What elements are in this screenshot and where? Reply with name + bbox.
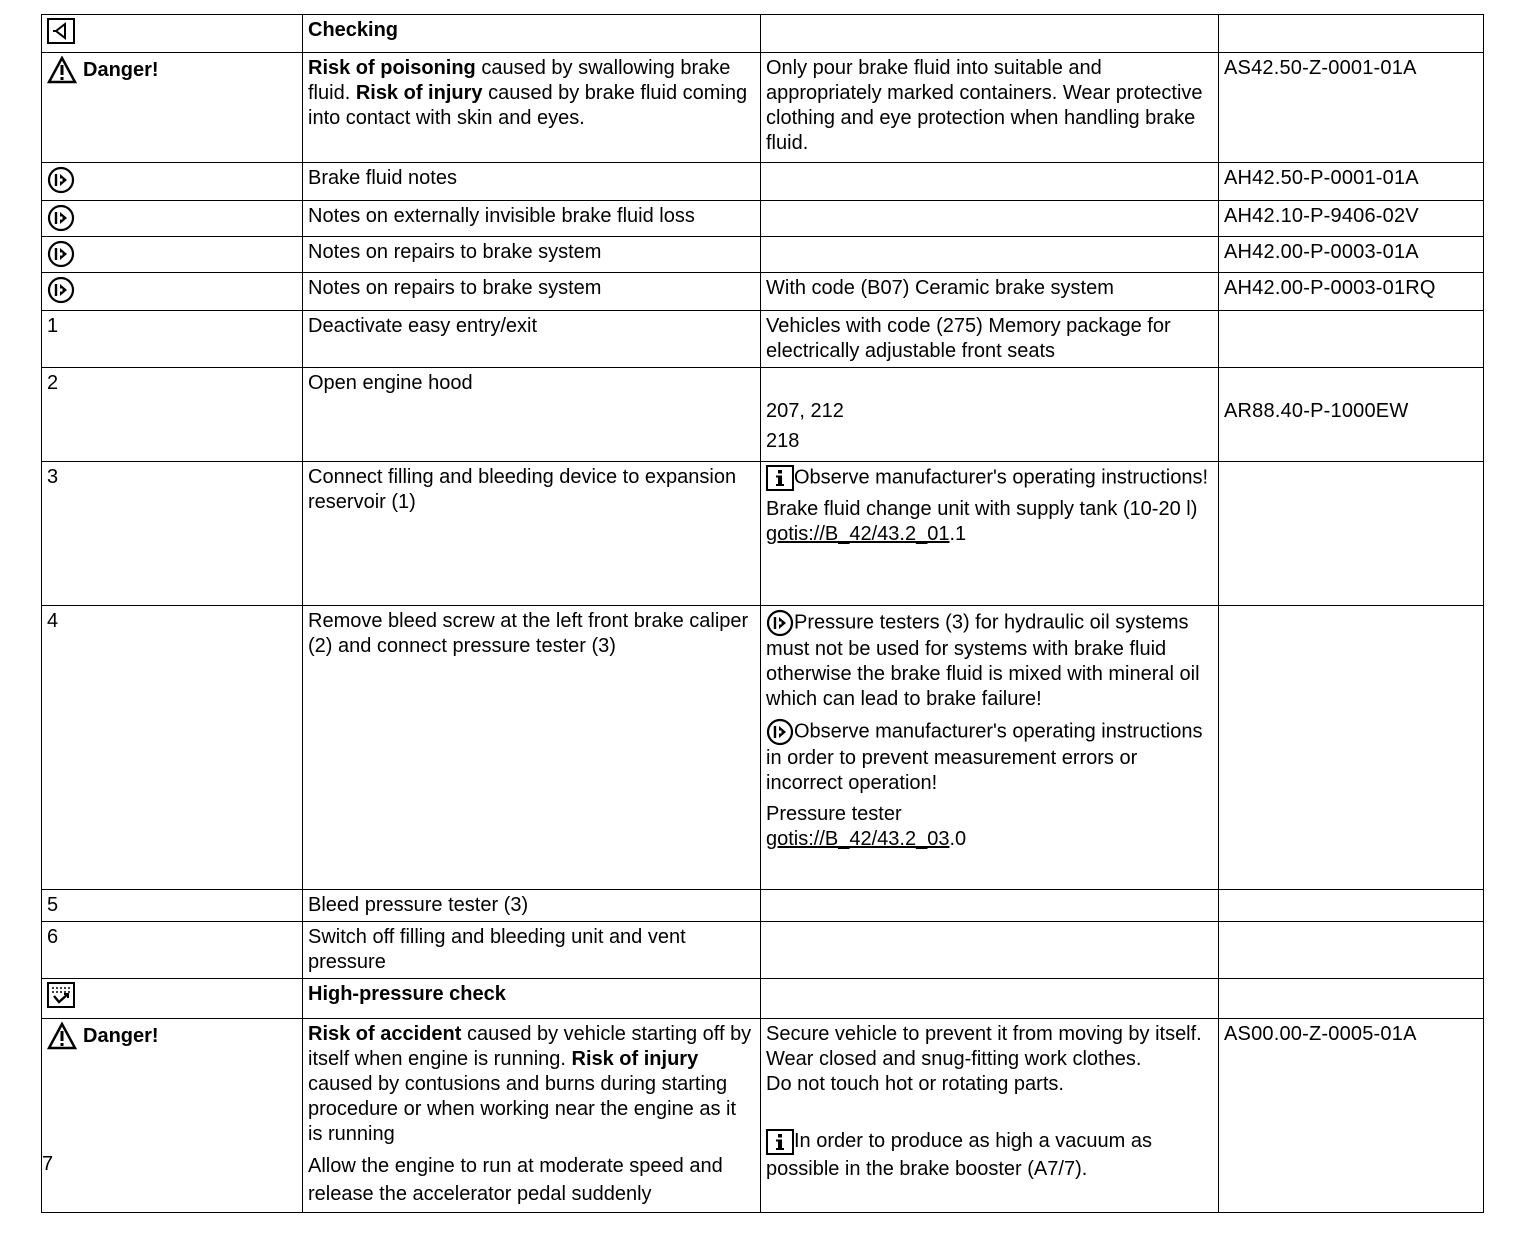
step-number: 3 bbox=[42, 462, 303, 606]
tool-link[interactable]: gotis://B_42/43.2_01 bbox=[766, 523, 950, 545]
reference-code: AH42.10-P-9406-02V bbox=[1219, 201, 1484, 237]
table-row-danger-accident bbox=[42, 1019, 1484, 1213]
table-row-step bbox=[42, 922, 1484, 979]
step-number: 7 bbox=[42, 1153, 54, 1175]
note-circle-icon bbox=[47, 204, 75, 232]
condition-text: Vehicles with code (275) Memory package for electrically adjustable front seats bbox=[761, 311, 1219, 368]
reference-code: AR88.40-P-1000EW bbox=[1224, 400, 1409, 422]
table-row-step: 3 Connect filling and bleeding device to expansion reservoir (1) Observe manufacturer's operating instructions! Brake fluid change unit with supply tank (10-20 l) gotis://B_42/43.2_01.1 bbox=[42, 462, 1484, 606]
warning-triangle-icon bbox=[47, 56, 77, 84]
reference-code: AS00.00-Z-0005-01A bbox=[1219, 1019, 1484, 1213]
step-number: 5 bbox=[42, 890, 303, 922]
step-number: 2 bbox=[42, 368, 303, 462]
risk-description: Risk of poisoning caused by swallowing brake fluid. Risk of injury caused by brake fluid coming into contact with skin and eyes. bbox=[303, 53, 761, 163]
note-text: Pressure testers (3) for hydraulic oil systems must not be used for systems with brake fluid otherwise the brake fluid is mixed with mineral oil which can lead to brake failure! bbox=[766, 611, 1200, 710]
warning-triangle-icon bbox=[47, 1022, 77, 1050]
table-row-danger-poisoning bbox=[42, 53, 1484, 163]
risk-remedy: Do not touch hot or rotating parts. bbox=[766, 1073, 1064, 1095]
high-pressure-check-icon bbox=[47, 982, 75, 1008]
step-number: 1 bbox=[42, 311, 303, 368]
note-circle-icon bbox=[47, 276, 75, 304]
step-number: 6 bbox=[42, 922, 303, 979]
info-icon bbox=[766, 1129, 794, 1155]
step-text: Bleed pressure tester (3) bbox=[303, 890, 761, 922]
reference-code: AH42.50-P-0001-01A bbox=[1219, 163, 1484, 201]
step-text: Deactivate easy entry/exit bbox=[303, 311, 761, 368]
table-row-note bbox=[42, 163, 1484, 201]
table-row-note bbox=[42, 237, 1484, 273]
note-text: Notes on repairs to brake system bbox=[303, 273, 761, 311]
step-text: Switch off filling and bleeding unit and vent pressure bbox=[303, 922, 761, 979]
note-text: Notes on externally invisible brake fluid loss bbox=[303, 201, 761, 237]
risk-description: Risk of accident caused by vehicle starting off by itself when engine is running. Risk of injury caused by contusions and burns during starting procedure or when working near the engine as it is running bbox=[308, 1023, 752, 1145]
condition-text: With code (B07) Ceramic brake system bbox=[761, 273, 1219, 311]
step-text: Allow the engine to run at moderate speed and release the accelerator pedal suddenly bbox=[308, 1155, 723, 1205]
model-list-1: 207, 212 bbox=[766, 400, 844, 422]
checking-icon bbox=[47, 18, 75, 44]
procedure-table bbox=[41, 14, 1484, 1213]
info-text: Observe manufacturer's operating instructions! bbox=[794, 466, 1209, 489]
danger-label: Danger! bbox=[83, 58, 159, 81]
risk-remedy: Secure vehicle to prevent it from moving by itself. bbox=[766, 1023, 1202, 1045]
tool-name: Brake fluid change unit with supply tank (10-20 l) bbox=[766, 498, 1198, 520]
note-text: Notes on repairs to brake system bbox=[303, 237, 761, 273]
info-icon bbox=[766, 465, 794, 491]
info-text: In order to produce as high a vacuum as possible in the brake booster (A7/7). bbox=[766, 1130, 1152, 1180]
table-row-note bbox=[42, 273, 1484, 311]
step-text: Remove bleed screw at the left front brake caliper (2) and connect pressure tester (3) bbox=[303, 606, 761, 890]
table-row-step: 4 Remove bleed screw at the left front brake caliper (2) and connect pressure tester (3) Pressure testers (3) for hydraulic oil systems must not be used for systems with brake fluid otherwise the brake fluid is mixed with mineral oil which can lead to brake failure! Observe manufacturer's operating instructions in order to prevent measurement errors or incorrect operation! Pressure tester gotis://B_42/43.2_03.0 bbox=[42, 606, 1484, 890]
table-row-step bbox=[42, 890, 1484, 922]
section-title-checking: Checking bbox=[303, 15, 761, 53]
reference-code: AH42.00-P-0003-01A bbox=[1219, 237, 1484, 273]
note-text: Observe manufacturer's operating instructions in order to prevent measurement errors or incorrect operation! bbox=[766, 720, 1203, 794]
note-text: Brake fluid notes bbox=[303, 163, 761, 201]
note-circle-icon bbox=[47, 166, 75, 194]
risk-remedy: Only pour brake fluid into suitable and appropriately marked containers. Wear protective clothing and eye protection when handling brake fluid. bbox=[761, 53, 1219, 163]
note-circle-icon bbox=[766, 609, 794, 637]
table-row-checking bbox=[42, 15, 1484, 53]
section-title-high-pressure: High-pressure check bbox=[303, 979, 761, 1019]
table-row-high-pressure bbox=[42, 979, 1484, 1019]
step-text: Connect filling and bleeding device to expansion reservoir (1) bbox=[303, 462, 761, 606]
model-list-2: 218 bbox=[766, 430, 800, 452]
note-circle-icon bbox=[766, 718, 794, 746]
table-row-step bbox=[42, 311, 1484, 368]
table-row-note bbox=[42, 201, 1484, 237]
tool-link[interactable]: gotis://B_42/43.2_03 bbox=[766, 828, 950, 850]
reference-code: AS42.50-Z-0001-01A bbox=[1219, 53, 1484, 163]
table-row-step bbox=[42, 368, 1484, 462]
note-circle-icon bbox=[47, 240, 75, 268]
reference-code: AH42.00-P-0003-01RQ bbox=[1219, 273, 1484, 311]
step-number: 4 bbox=[42, 606, 303, 890]
step-text: Open engine hood bbox=[303, 368, 761, 462]
tool-name: Pressure tester bbox=[766, 803, 902, 825]
risk-remedy: Wear closed and snug-fitting work clothes. bbox=[766, 1048, 1142, 1070]
danger-label: Danger! bbox=[83, 1024, 159, 1047]
